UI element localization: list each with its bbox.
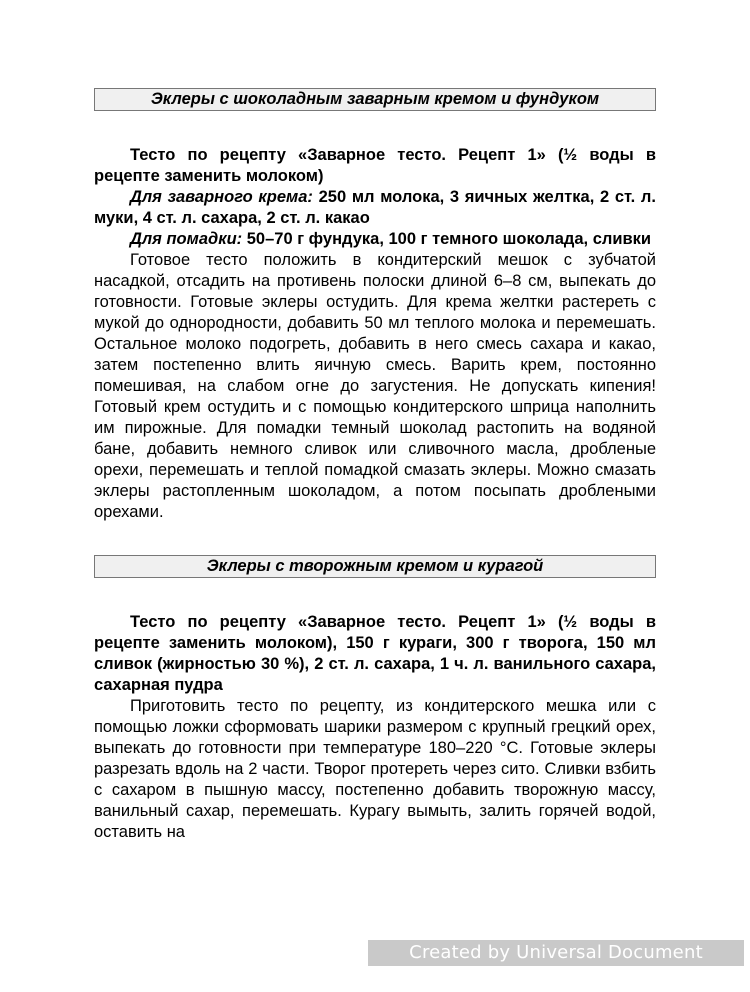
- converter-watermark: Created by Universal Document Converter: [368, 940, 744, 966]
- recipe1-dough-line: Тесто по рецепту «Заварное тесто. Рецепт 1» (½ воды в рецепте заменить молоком): [94, 146, 656, 185]
- recipe1-title: Эклеры с шоколадным заварным кремом и фундуком: [94, 88, 656, 111]
- recipe1-glaze-text: 50–70 г фундука, 100 г темного шоколада, сливки: [242, 230, 652, 248]
- recipe1-method: Готовое тесто положить в кондитерский мешок с зубчатой насадкой, отсадить на противень полоски длиной 6–8 см, выпекать до готовности. Готовые эклеры остудить. Для крема желтки растереть с мукой до однородности, добавить 50 мл теплого молока и перемешать. Остальное молоко подогреть, добавить в него смесь сахара и какао, затем постепенно влить яичную смесь. Варить крем, постоянно помешивая, на слабом огне до загустения. Не допускать кипения! Готовый крем остудить и с помощью кондитерского шприца наполнить им пирожные. Для помадки темный шоколад растопить на водяной бане, добавить немного сливок или сливочного масла, дробленые орехи, перемешать и теплой помадкой смазать эклеры. Можно смазать эклеры растопленным шоколадом, а потом посыпать дроблеными орехами.: [94, 251, 656, 521]
- recipe1-cream-label: Для заварного крема:: [130, 188, 313, 206]
- recipe2-ingredients: Тесто по рецепту «Заварное тесто. Рецепт 1» (½ воды в рецепте заменить молоком), 150 г кураги, 300 г творога, 150 мл сливок (жирностью 30 %), 2 ст. л. сахара, 1 ч. л. ванильного сахара, сахарная пудра: [94, 613, 656, 694]
- recipe2-title: Эклеры с творожным кремом и курагой: [94, 555, 656, 578]
- recipe1-glaze-label: Для помадки:: [130, 230, 243, 248]
- recipe1-cream-line: [94, 187, 656, 229]
- recipe1-glaze-line: [94, 229, 656, 250]
- document-page: [94, 88, 656, 843]
- recipe2-method: Приготовить тесто по рецепту, из кондитерского мешка или с помощью ложки сформовать шарики размером с крупный грецкий орех, выпекать до готовности при температуре 180–220 °С. Готовые эклеры разрезать вдоль на 2 части. Творог протереть через сито. Сливки взбить с сахаром в пышную массу, постепенно добавить творожную массу, ванильный сахар, перемешать. Курагу вымыть, залить горячей водой, оставить на: [94, 697, 656, 841]
- recipe1-cream-text: 250 мл молока, 3 яичных желтка, 2 ст. л. муки, 4 ст. л. сахара, 2 ст. л. какао: [94, 188, 656, 227]
